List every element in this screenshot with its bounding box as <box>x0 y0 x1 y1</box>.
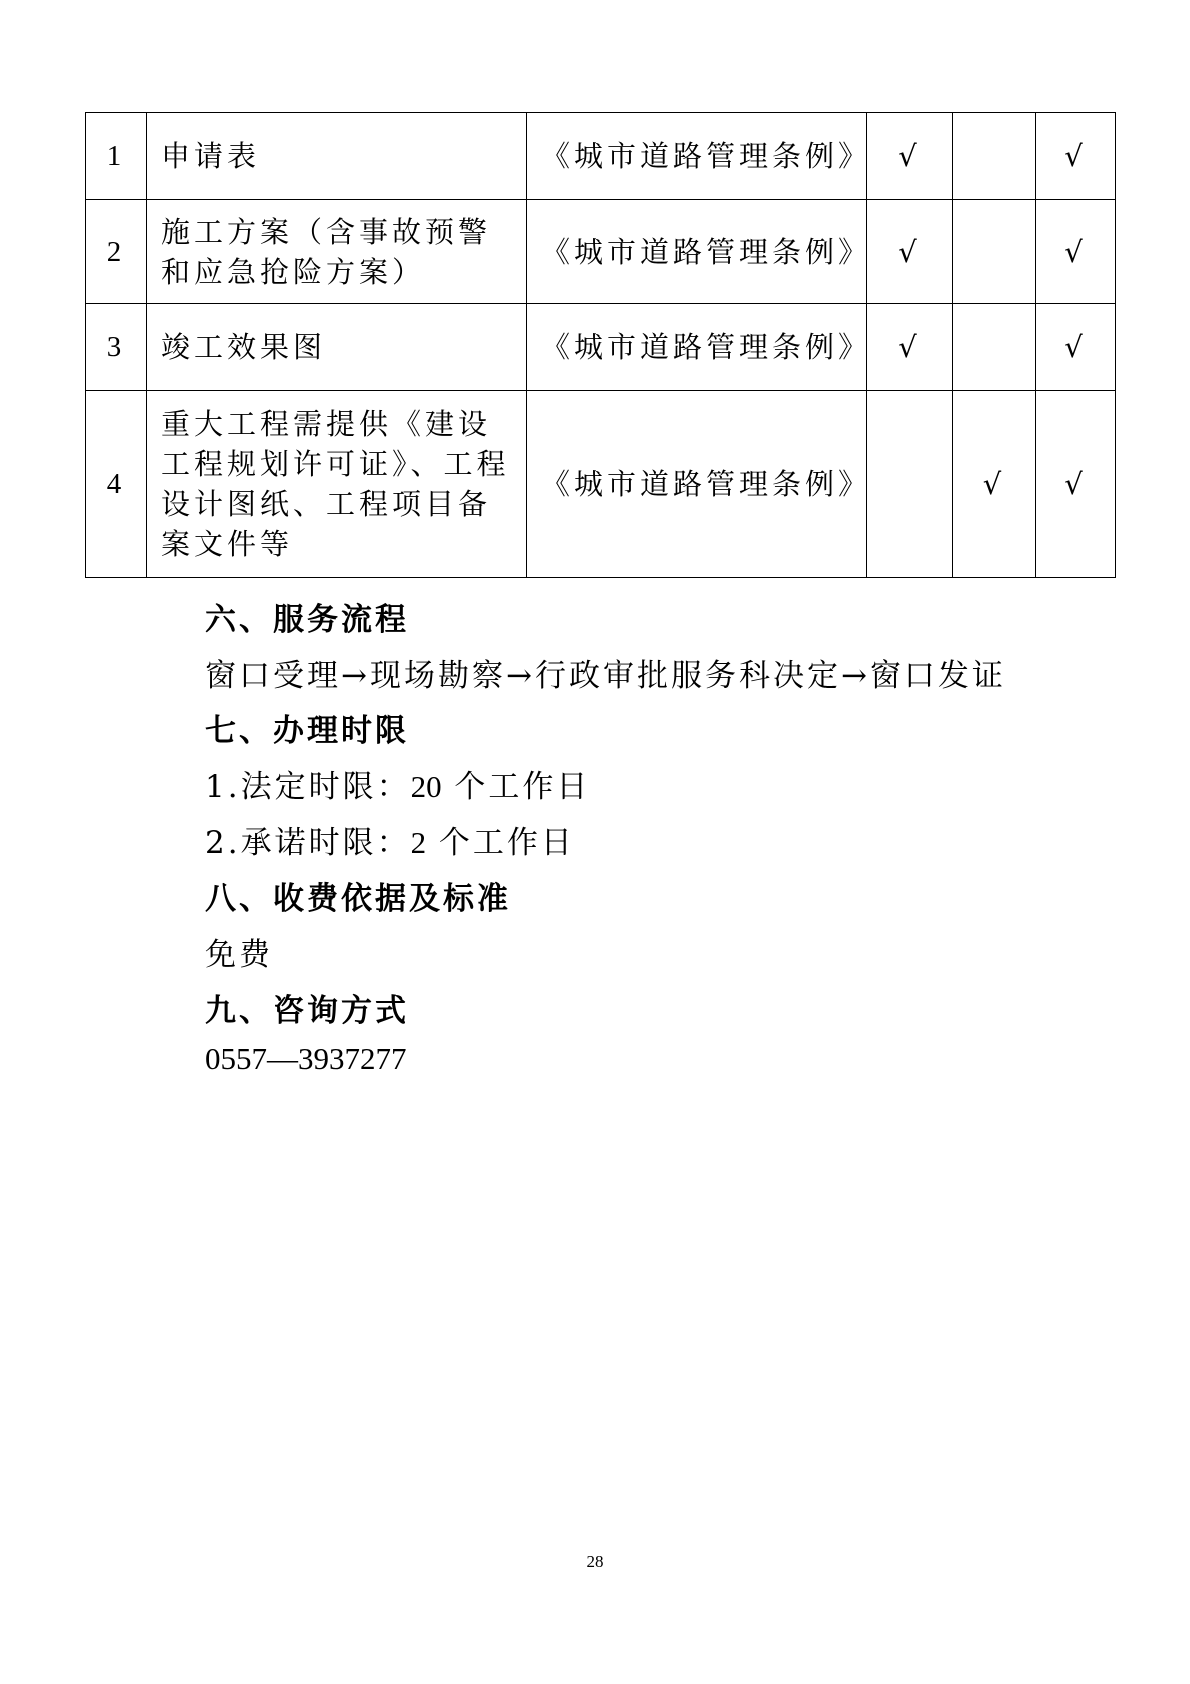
process-flow-text: 窗口受理→现场勘察→行政审批服务科决定→窗口发证 <box>205 658 1006 694</box>
row-number: 2 <box>86 200 147 304</box>
materials-table <box>85 112 1116 578</box>
legal-time-unit: 个工作日 <box>441 769 591 805</box>
page-number: 28 <box>586 1552 604 1571</box>
material-name: 施工方案（含事故预警和应急抢险方案） <box>147 200 527 304</box>
check-mark: √ <box>867 200 953 304</box>
legal-time-limit <box>205 761 590 806</box>
legal-basis: 《城市道路管理条例》 <box>527 200 867 304</box>
section-heading-contact: 九、咨询方式 <box>205 993 409 1029</box>
check-mark: √ <box>1036 200 1116 304</box>
check-mark <box>867 391 953 578</box>
check-mark <box>953 304 1036 391</box>
row-number: 3 <box>86 304 147 391</box>
promised-time-label: 2.承诺时限： <box>205 825 411 861</box>
row-number: 1 <box>86 113 147 200</box>
section-heading-fee: 八、收费依据及标准 <box>205 881 511 917</box>
table-row <box>86 113 1116 200</box>
check-mark <box>953 200 1036 304</box>
contact-phone: 0557—3937277 <box>205 1041 407 1076</box>
fee-text: 免费 <box>205 937 273 973</box>
promised-time-limit <box>205 817 575 862</box>
legal-basis: 《城市道路管理条例》 <box>527 113 867 200</box>
table-row <box>86 391 1116 578</box>
check-mark <box>953 113 1036 200</box>
table-row <box>86 200 1116 304</box>
material-name: 申请表 <box>147 113 527 200</box>
row-number: 4 <box>86 391 147 578</box>
check-mark: √ <box>1036 391 1116 578</box>
section-heading-time-limit: 七、办理时限 <box>205 713 409 749</box>
promised-time-unit: 个工作日 <box>426 825 575 861</box>
material-name: 竣工效果图 <box>147 304 527 391</box>
legal-basis: 《城市道路管理条例》 <box>527 391 867 578</box>
legal-basis: 《城市道路管理条例》 <box>527 304 867 391</box>
legal-time-days: 20 <box>410 769 442 804</box>
promised-time-days: 2 <box>410 825 427 860</box>
material-name: 重大工程需提供《建设工程规划许可证》、工程设计图纸、工程项目备案文件等 <box>147 391 527 578</box>
check-mark: √ <box>867 304 953 391</box>
section-heading-process: 六、服务流程 <box>205 602 409 638</box>
check-mark: √ <box>1036 304 1116 391</box>
check-mark: √ <box>1036 113 1116 200</box>
legal-time-label: 1.法定时限： <box>205 769 411 805</box>
table-row <box>86 304 1116 391</box>
check-mark: √ <box>953 391 1036 578</box>
check-mark: √ <box>867 113 953 200</box>
